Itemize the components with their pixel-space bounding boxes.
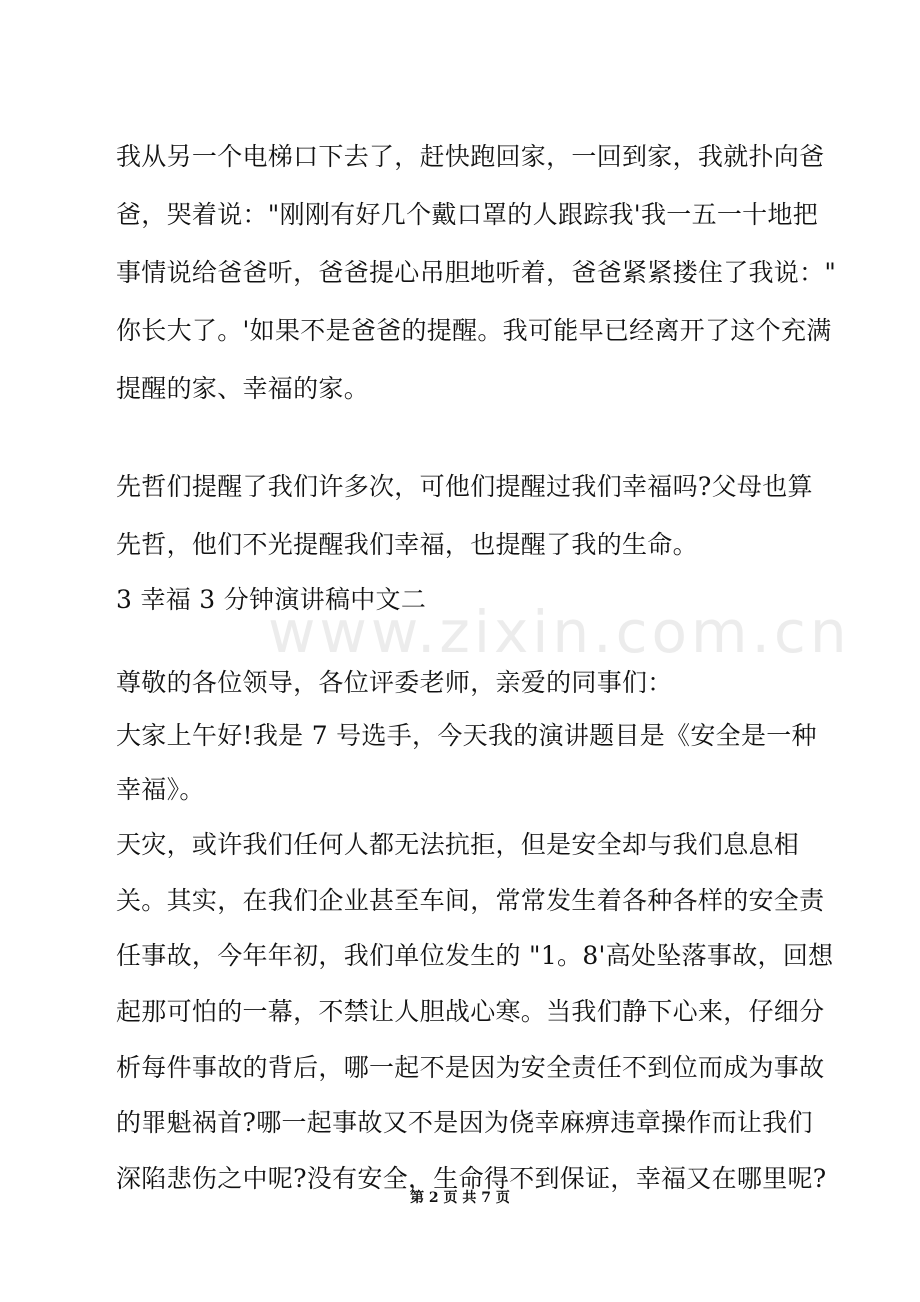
watermark: www.zixin.com.cn <box>268 598 851 666</box>
paragraph-4-line-1: 天灾，或许我们任何人都无法抗拒，但是安全却与我们息息相 <box>116 830 800 859</box>
paragraph-4-line-6: 的罪魁祸首?哪一起事故又不是因为侥幸麻痹违章操作而让我们 <box>116 1108 813 1137</box>
paragraph-4-line-2: 关。其实，在我们企业甚至车间，常常发生着各种各样的安全责 <box>116 886 825 915</box>
page-footer: 第 2 页 共 7 页 <box>410 1190 510 1206</box>
paragraph-4-line-4: 起那可怕的一幕，不禁让人胆战心寒。当我们静下心来，仔细分 <box>116 997 825 1026</box>
paragraph-1-line-3: 事情说给爸爸听，爸爸提心吊胆地听着，爸爸紧紧搂住了我说：" <box>116 258 837 287</box>
paragraph-4-line-7: 深陷悲伤之中呢?没有安全，生命得不到保证，幸福又在哪里呢? <box>116 1164 827 1193</box>
paragraph-1-line-5: 提醒的家、幸福的家。 <box>116 374 370 403</box>
section-heading: 3 幸福 3 分钟演讲稿中文二 <box>116 585 427 614</box>
paragraph-2-line-2: 先哲，他们不光提醒我们幸福，也提醒了我的生命。 <box>116 530 698 559</box>
paragraph-4-line-3: 任事故，今年年初，我们单位发生的 "1。8'高处坠落事故，回想 <box>116 941 834 970</box>
paragraph-1-line-2: 爸，哭着说："刚刚有好几个戴口罩的人跟踪我'我一五一十地把 <box>116 200 819 229</box>
paragraph-3-line-1: 尊敬的各位领导，各位评委老师，亲爱的同事们： <box>116 668 673 697</box>
paragraph-4-line-5: 析每件事故的背后，哪一起不是因为安全责任不到位而成为事故 <box>116 1053 825 1082</box>
paragraph-3-line-3: 幸福》。 <box>116 775 205 804</box>
paragraph-2-line-1: 先哲们提醒了我们许多次，可他们提醒过我们幸福吗?父母也算 <box>116 472 813 501</box>
paragraph-1-line-4: 你长大了。'如果不是爸爸的提醒。我可能早已经离开了这个充满 <box>116 316 832 345</box>
paragraph-1-line-1: 我从另一个电梯口下去了，赶快跑回家，一回到家，我就扑向爸 <box>116 142 825 171</box>
paragraph-3-line-2: 大家上午好!我是 7 号选手，今天我的演讲题目是《安全是一种 <box>116 721 817 750</box>
